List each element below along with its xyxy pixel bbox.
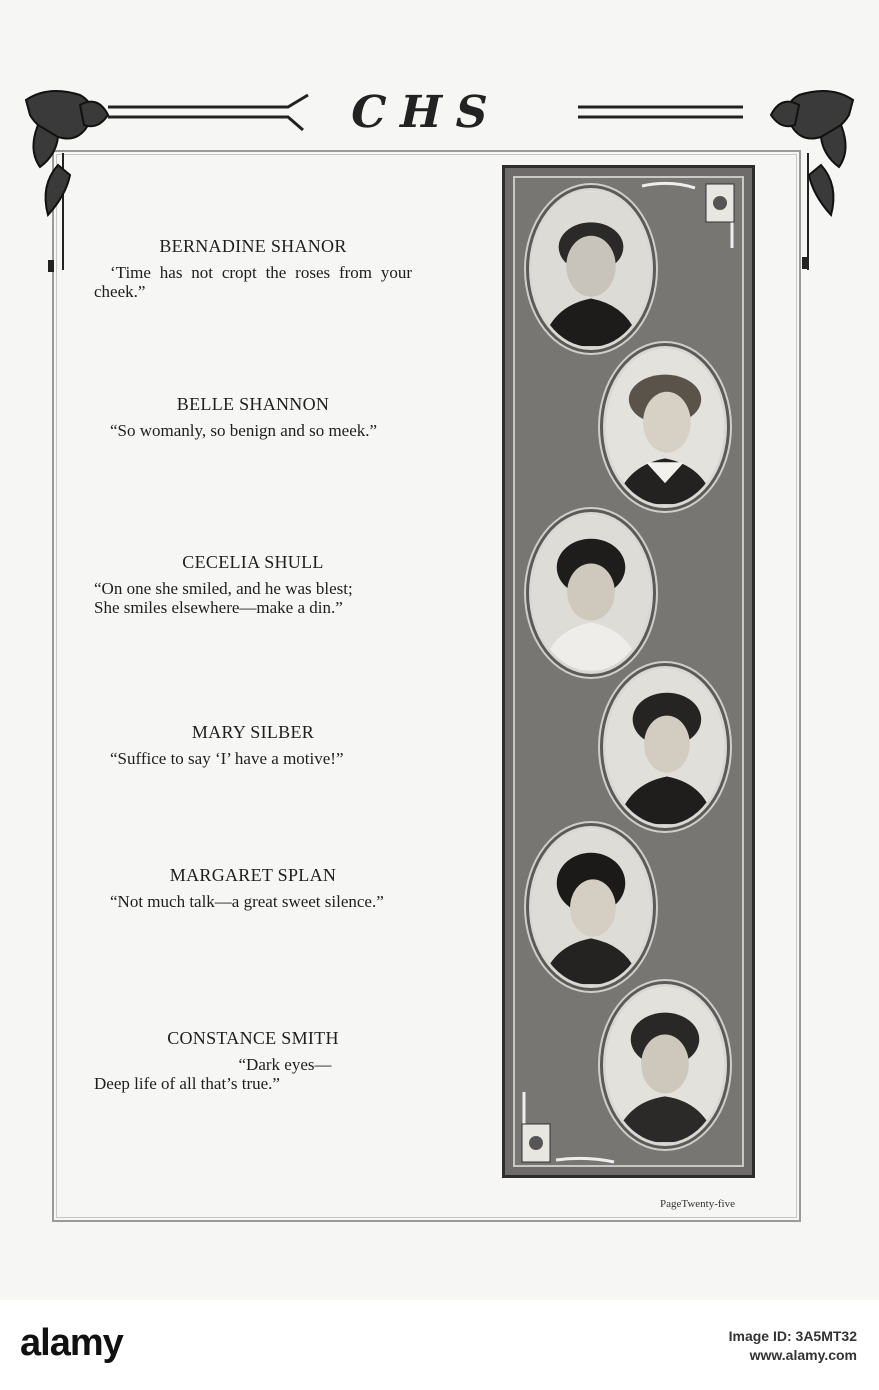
entry-quote: “So womanly, so benign and so meek.” [110, 421, 378, 440]
entry-quote: “Not much talk—a great sweet silence.” [110, 892, 384, 911]
entry-smith [94, 1028, 412, 1093]
header-monogram: CHS [345, 87, 507, 138]
entry-quote: ‘Time has not cropt the roses from your cheek.” [94, 263, 412, 301]
entry-shannon [94, 394, 412, 440]
entry-name: MARGARET SPLAN [169, 865, 337, 885]
entry-name: BELLE SHANNON [176, 394, 330, 414]
entry-shull [94, 552, 412, 617]
watermark-logo: alamy [20, 1322, 123, 1364]
portrait-image [532, 191, 650, 347]
entry-quote: “Dark eyes— Deep life of all that’s true.” [94, 1055, 332, 1093]
portrait-silber [603, 666, 727, 828]
entry-name: BERNADINE SHANOR [159, 236, 347, 256]
entry-quote: “Suffice to say ‘I’ have a motive!” [110, 749, 344, 768]
watermark-band [0, 1300, 879, 1390]
entry-name: CONSTANCE SMITH [167, 1028, 339, 1048]
portrait-shull [529, 512, 653, 674]
entry-quote: “On one she smiled, and he was blest; She smiles elsewhere—make a din.” [94, 579, 353, 617]
entry-shanor [94, 236, 412, 301]
portrait-splan [529, 826, 653, 988]
portrait-image [606, 349, 724, 505]
entry-splan [94, 865, 412, 911]
portrait-image [532, 515, 650, 671]
portrait-shannon [603, 346, 727, 508]
corner-ornament-top [640, 178, 740, 258]
portrait-image [606, 987, 724, 1143]
page-number: PageTwenty-five [660, 1198, 735, 1210]
watermark-image-id: Image ID: 3A5MT32 [728, 1328, 857, 1344]
corner-ornament-bottom [516, 1090, 616, 1170]
entry-silber [94, 722, 412, 768]
portrait-image [532, 829, 650, 985]
portrait-smith [603, 984, 727, 1146]
portrait-image [606, 669, 724, 825]
entry-name: MARY SILBER [191, 722, 315, 742]
entry-name: CECELIA SHULL [182, 552, 324, 572]
portrait-shanor [529, 188, 653, 350]
watermark-url: www.alamy.com [749, 1347, 857, 1363]
